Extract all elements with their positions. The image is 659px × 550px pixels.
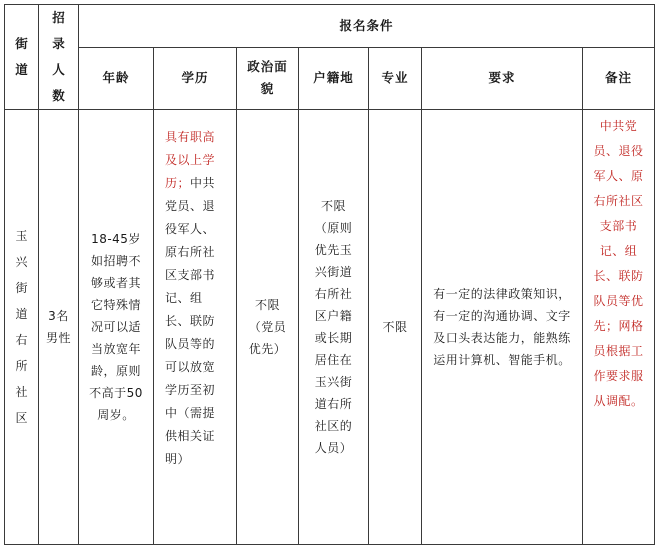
header-notes	[583, 47, 655, 109]
cell-political-text: 不限（党员优先）	[248, 298, 287, 356]
header-major	[369, 47, 422, 109]
cell-street-text: 玉兴街道右所社区	[15, 229, 28, 425]
header-age-label: 年龄	[102, 70, 130, 86]
header-street	[5, 5, 39, 110]
header-major-label: 专业	[381, 70, 409, 86]
cell-age	[79, 110, 154, 545]
cell-education	[154, 110, 237, 545]
header-recruits-label: 招录人数	[52, 10, 65, 103]
header-education-label: 学历	[181, 70, 209, 86]
cell-street	[5, 110, 39, 545]
header-hukou	[299, 47, 369, 109]
cell-political	[237, 110, 299, 545]
header-street-label: 街道	[15, 36, 28, 77]
cell-requirements	[422, 110, 583, 545]
cell-hukou	[299, 110, 369, 545]
cell-age-text: 18-45岁如招聘不够或者其它特殊情况可以适当放宽年龄，原则不高于50周岁。	[89, 232, 143, 422]
cell-requirements-text: 有一定的法律政策知识，有一定的沟通协调、文字及口头表达能力，能熟练运用计算机、智能手机。	[433, 287, 571, 367]
header-political	[237, 47, 299, 109]
cell-major-text: 不限	[382, 320, 408, 334]
cell-hukou-text: 不限（原则优先玉兴街道右所社区户籍或长期居住在玉兴街道右所社区的人员）	[314, 199, 353, 455]
header-notes-label: 备注	[605, 70, 633, 86]
cell-notes-text: 中共党员、退役军人、原右所社区支部书记、组长、联防队员等优先；网格员根据工作要求服从调配。	[593, 119, 644, 408]
header-recruits	[39, 5, 79, 110]
header-age	[79, 47, 154, 109]
cell-notes	[583, 110, 655, 545]
cell-recruits	[39, 110, 79, 545]
cell-recruits-text: 3名男性	[45, 309, 71, 345]
header-conditions-label: 报名条件	[339, 17, 394, 33]
cell-major	[369, 110, 422, 545]
recruitment-table	[4, 4, 655, 545]
header-education	[154, 47, 237, 109]
header-conditions	[79, 5, 655, 48]
cell-education-black: 中共党员、退役军人、原右所社区支部书记、组长、联防队员等的可以放宽学历至初中（需提供相关证明）	[165, 176, 216, 466]
header-requirements	[422, 47, 583, 109]
header-hukou-label: 户籍地	[313, 70, 354, 86]
header-political-label: 政治面貌	[247, 59, 288, 97]
cell-education-red: 具有职高及以上学历；	[165, 130, 216, 190]
header-requirements-label: 要求	[488, 70, 516, 86]
